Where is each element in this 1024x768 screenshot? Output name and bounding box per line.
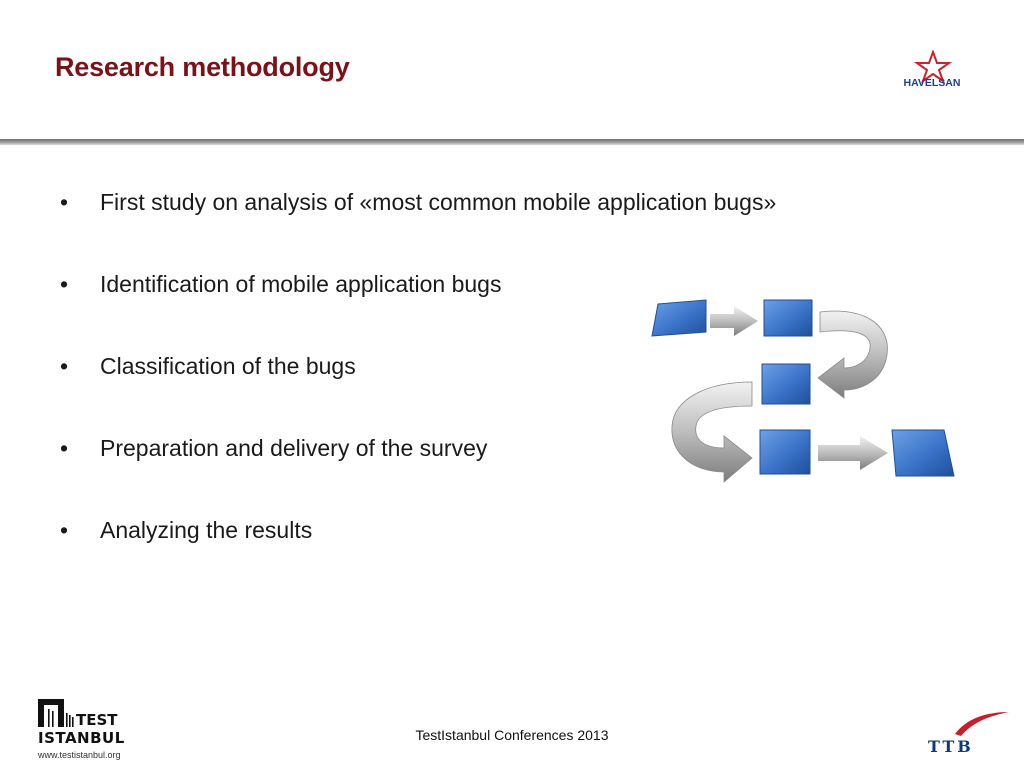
bullet-marker: • [60, 353, 69, 379]
process-box [762, 364, 810, 404]
havelsan-logo [892, 50, 972, 92]
bullet-text: Preparation and delivery of the survey [100, 435, 488, 461]
ttb-logo [915, 706, 1015, 766]
bullet-text: Identification of mobile application bugs [100, 271, 502, 297]
slide-title: Research methodology [55, 52, 350, 82]
process-box [764, 300, 812, 336]
bullet-marker: • [60, 189, 69, 215]
bullet-marker: • [60, 517, 69, 543]
title-divider [0, 139, 1024, 145]
bullet-item [60, 182, 776, 264]
bullet-marker: • [60, 435, 69, 461]
process-box [892, 430, 954, 476]
bullet-text: Analyzing the results [100, 517, 313, 543]
process-box [760, 430, 810, 474]
testistanbul-logo-name: ISTANBUL [38, 729, 125, 747]
process-box [652, 300, 706, 336]
process-flow-diagram [648, 290, 958, 515]
curved-arrow-icon [818, 311, 887, 398]
footer-text: TestIstanbul Conferences 2013 [415, 727, 609, 743]
ttb-logo-text: TTB [928, 737, 974, 756]
testistanbul-logo-test: TEST [76, 711, 118, 729]
bullet-text: Classification of the bugs [100, 353, 356, 379]
curved-arrow-icon [672, 382, 752, 482]
testistanbul-url: www.testistanbul.org [38, 750, 121, 760]
bullet-text: First study on analysis of «most common mobile application bugs» [100, 189, 777, 215]
bullet-item [60, 510, 776, 592]
right-arrow-icon [710, 306, 758, 336]
havelsan-logo-text: HAVELSAN [903, 77, 961, 89]
bullet-marker: • [60, 271, 69, 297]
right-arrow-icon [818, 436, 888, 470]
